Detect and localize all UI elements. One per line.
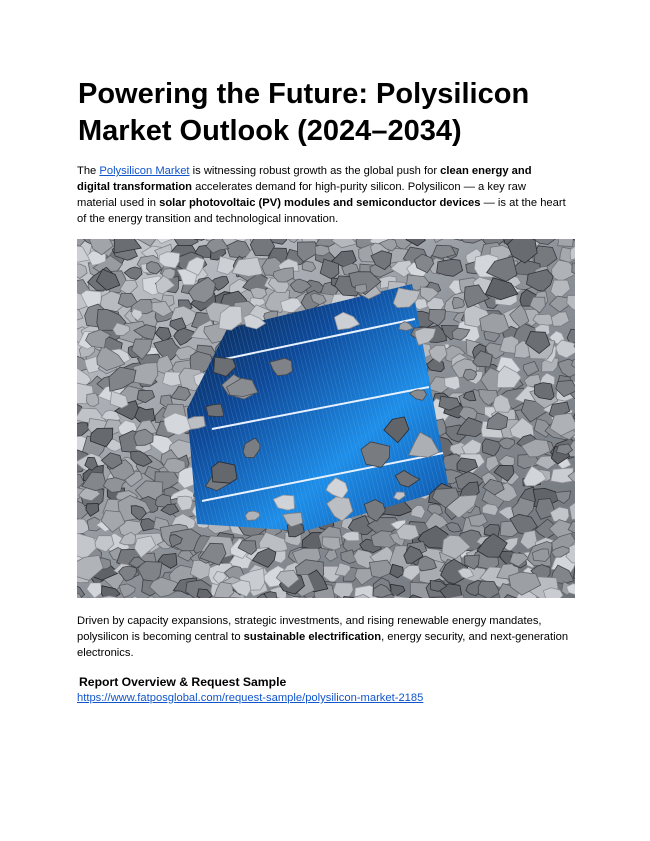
solar-cell-image xyxy=(77,239,575,598)
body-text-2: , energy security, and next-generation electronics. xyxy=(77,631,569,659)
solar-cell-on-polysilicon-chunks-image xyxy=(77,239,575,598)
body-text-1: Driven by capacity expansions, strategic investments, and rising renewable energy mandates, polysilicon is becoming central to xyxy=(77,615,542,643)
body-paragraph xyxy=(77,613,569,661)
page-title: Powering the Future: Polysilicon Market Outlook (2024–2034) xyxy=(78,78,530,147)
request-sample-link[interactable]: https://www.fatposglobal.com/request-sample/polysilicon-market-2185 xyxy=(77,692,424,704)
intro-text-4: — is at the heart of the energy transition and technological innovation. xyxy=(77,197,566,225)
body-bold-1: sustainable electrification xyxy=(243,631,382,643)
polysilicon-market-link[interactable]: Polysilicon Market xyxy=(99,165,190,177)
intro-text-2: is witnessing robust growth as the global push for xyxy=(189,165,441,177)
intro-text-1: The xyxy=(77,165,100,177)
report-heading: Report Overview & Request Sample xyxy=(79,675,287,689)
intro-bold-2: solar photovoltaic (PV) modules and semiconductor devices xyxy=(159,197,481,209)
intro-text-3: accelerates demand for high-purity silicon. Polysilicon — a key raw material used in xyxy=(77,181,526,209)
intro-bold-1: clean energy and digital transformation xyxy=(77,165,532,193)
intro-paragraph xyxy=(77,163,567,227)
